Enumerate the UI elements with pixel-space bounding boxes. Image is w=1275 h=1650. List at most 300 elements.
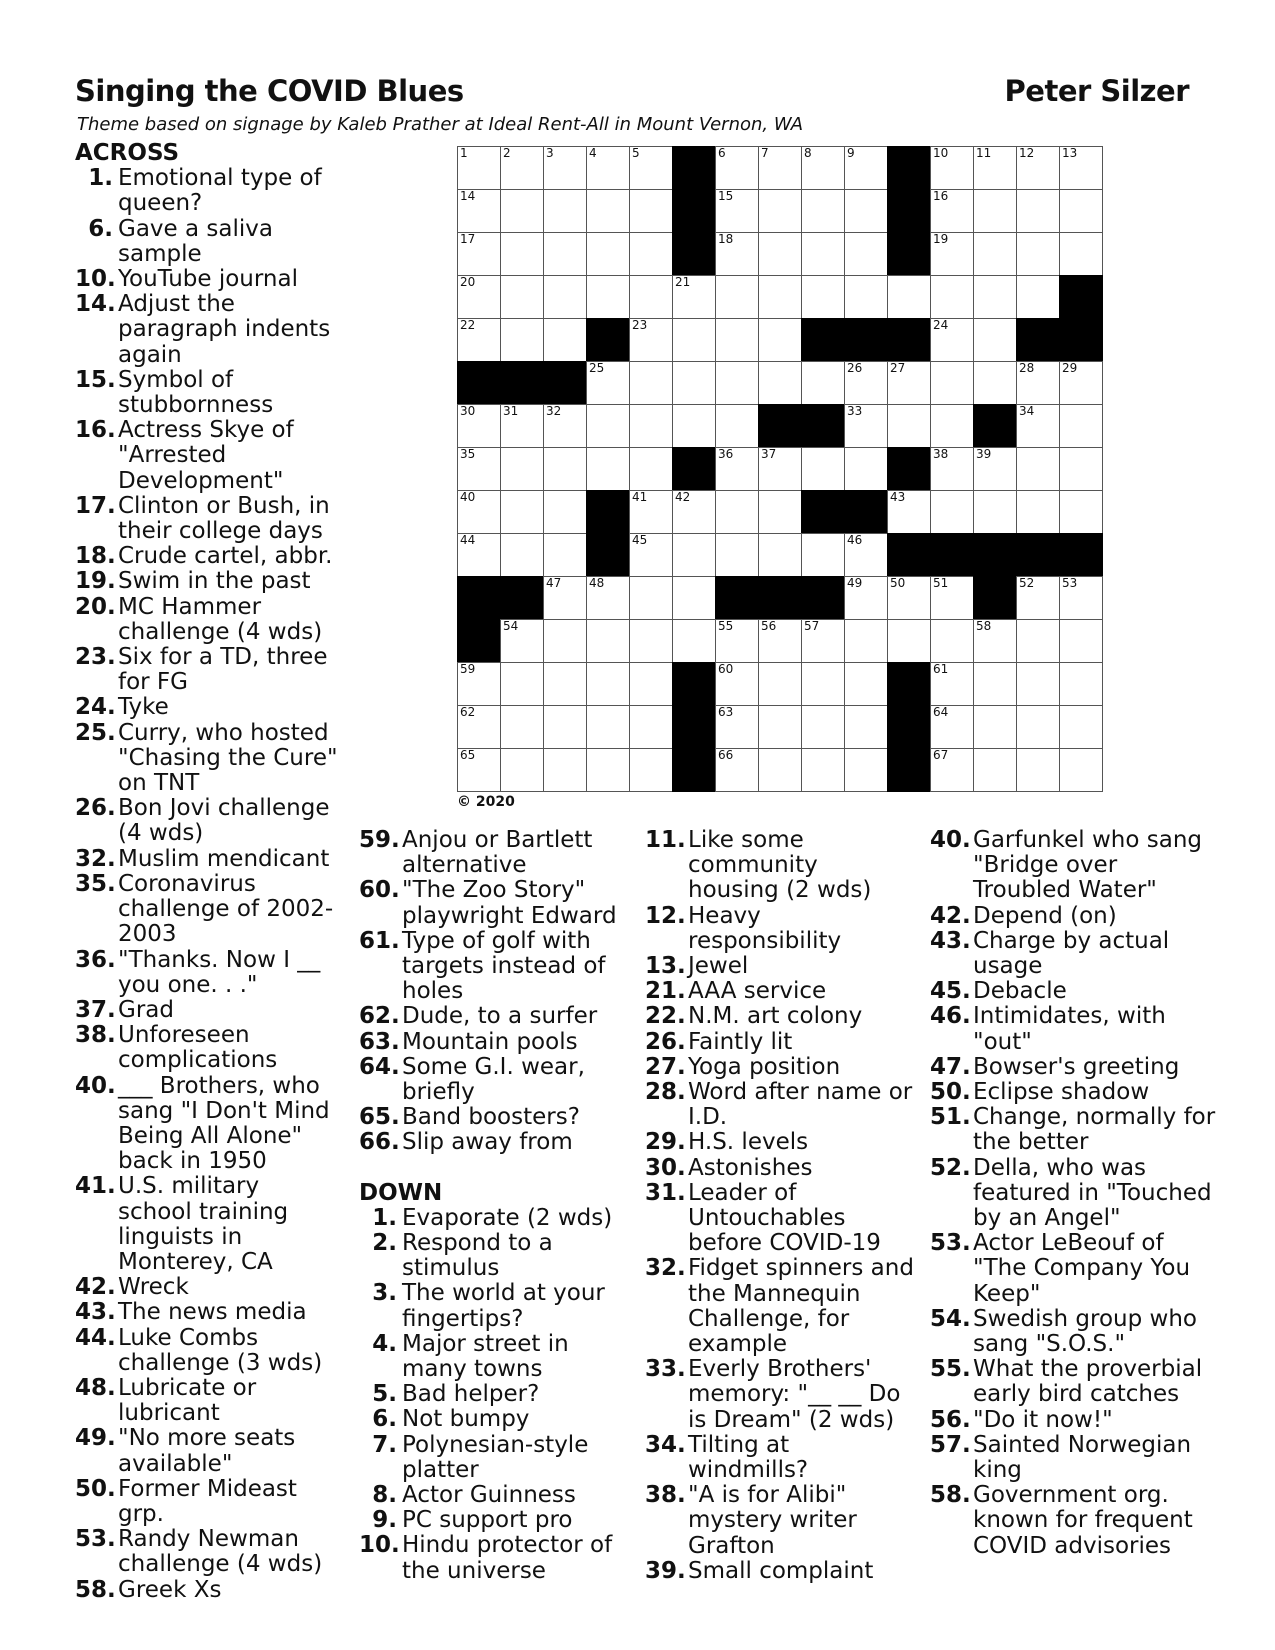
clue-column-2 xyxy=(359,828,624,1584)
across-clue xyxy=(75,948,340,998)
across-heading: ACROSS xyxy=(75,140,180,166)
grid-cell xyxy=(500,619,544,663)
black-square xyxy=(844,318,888,362)
puzzle-title: Singing the COVID Blues xyxy=(75,74,464,108)
down-clue xyxy=(645,1559,915,1584)
grid-cell xyxy=(1016,361,1060,405)
clue-number: 40. xyxy=(75,1072,116,1099)
across-clue xyxy=(75,1074,340,1175)
grid-cell xyxy=(715,146,759,190)
clue-number: 50. xyxy=(75,1475,116,1502)
grid-cell xyxy=(500,404,544,448)
grid-cell xyxy=(629,318,673,362)
down-clue xyxy=(645,1156,915,1181)
down-heading: DOWN xyxy=(359,1179,443,1206)
cell-number: 65 xyxy=(460,748,476,762)
across-clue xyxy=(75,1023,340,1073)
cell-number: 42 xyxy=(675,490,691,504)
down-clue xyxy=(359,1332,624,1382)
grid-cell xyxy=(930,619,974,663)
grid-cell xyxy=(543,232,587,276)
cell-number: 31 xyxy=(503,404,519,418)
across-clue xyxy=(359,1105,624,1130)
clue-number: 8. xyxy=(372,1482,397,1509)
grid-cell xyxy=(543,533,587,577)
black-square xyxy=(500,361,544,405)
down-clue xyxy=(645,1080,915,1130)
black-square xyxy=(930,533,974,577)
black-square xyxy=(672,146,716,190)
grid-cell xyxy=(1016,748,1060,792)
clue-number: 56. xyxy=(930,1406,971,1433)
clue-number: 3. xyxy=(372,1280,397,1307)
grid-cell xyxy=(629,404,673,448)
grid-cell xyxy=(629,533,673,577)
grid-cell xyxy=(715,447,759,491)
cell-number: 52 xyxy=(1019,576,1035,590)
grid-cell xyxy=(930,275,974,319)
grid-cell xyxy=(758,748,802,792)
clue-text: Slip away from xyxy=(402,1129,573,1156)
grid-cell xyxy=(715,662,759,706)
clue-text: Leader of Untouchables before COVID-19 xyxy=(688,1179,881,1257)
clue-number: 25. xyxy=(75,719,116,746)
cell-number: 34 xyxy=(1019,404,1035,418)
clue-number: 48. xyxy=(75,1374,116,1401)
down-clue xyxy=(930,1483,1220,1559)
clue-text: Della, who was featured in "Touched by an Angel" xyxy=(973,1154,1212,1232)
clue-text: Bad helper? xyxy=(402,1381,540,1408)
clue-number: 38. xyxy=(645,1482,686,1509)
clue-number: 42. xyxy=(930,902,971,929)
grid-cell xyxy=(930,705,974,749)
cell-number: 57 xyxy=(804,619,820,633)
clue-text: U.S. military school training linguists in Monterey, CA xyxy=(118,1173,289,1275)
black-square xyxy=(887,232,931,276)
clue-text: Tyke xyxy=(118,694,169,721)
clue-text: "Thanks. Now I __ you one. . ." xyxy=(118,946,321,998)
clue-text: Dude, to a surfer xyxy=(402,1003,598,1030)
clue-number: 22. xyxy=(645,1003,686,1030)
grid-cell xyxy=(844,748,888,792)
grid-cell xyxy=(586,361,630,405)
down-clue xyxy=(359,1533,624,1583)
clue-number: 54. xyxy=(930,1305,971,1332)
down-clue xyxy=(359,1281,624,1331)
clue-text: Evaporate (2 wds) xyxy=(402,1204,613,1231)
clue-number: 30. xyxy=(645,1154,686,1181)
clue-text: Greek Xs xyxy=(118,1576,222,1603)
grid-cell xyxy=(930,576,974,620)
clue-number: 42. xyxy=(75,1274,116,1301)
clue-number: 35. xyxy=(75,870,116,897)
clue-number: 41. xyxy=(75,1173,116,1200)
black-square xyxy=(1016,318,1060,362)
clue-number: 5. xyxy=(372,1381,397,1408)
grid-cell xyxy=(758,361,802,405)
cell-number: 51 xyxy=(933,576,949,590)
grid-cell xyxy=(801,662,845,706)
grid-cell xyxy=(973,318,1017,362)
grid-cell xyxy=(758,275,802,319)
grid-cell xyxy=(887,490,931,534)
across-clue xyxy=(359,828,624,878)
grid-cell xyxy=(500,275,544,319)
grid-cell xyxy=(543,146,587,190)
clue-text: Hindu protector of the universe xyxy=(402,1532,613,1584)
grid-cell xyxy=(672,533,716,577)
clue-text: Former Mideast grp. xyxy=(118,1475,297,1527)
grid-cell xyxy=(887,275,931,319)
grid-cell xyxy=(457,232,501,276)
black-square xyxy=(457,619,501,663)
clue-number: 4. xyxy=(372,1330,397,1357)
clue-number: 64. xyxy=(359,1053,400,1080)
across-clue xyxy=(75,695,340,720)
clue-number: 32. xyxy=(75,845,116,872)
cell-number: 25 xyxy=(589,361,605,375)
clue-text: Randy Newman challenge (4 wds) xyxy=(118,1526,323,1578)
grid-cell xyxy=(844,576,888,620)
grid-cell xyxy=(973,146,1017,190)
grid-cell xyxy=(629,361,673,405)
grid-cell xyxy=(844,232,888,276)
across-clue xyxy=(75,1477,340,1527)
black-square xyxy=(973,533,1017,577)
clue-number: 1. xyxy=(372,1204,397,1231)
cell-number: 59 xyxy=(460,662,476,676)
clue-number: 53. xyxy=(930,1230,971,1257)
grid-cell xyxy=(801,533,845,577)
clue-number: 27. xyxy=(645,1053,686,1080)
grid-cell xyxy=(543,576,587,620)
cell-number: 44 xyxy=(460,533,476,547)
grid-cell xyxy=(844,447,888,491)
grid-cell xyxy=(715,232,759,276)
grid-cell xyxy=(887,576,931,620)
grid-cell xyxy=(1059,404,1103,448)
grid-cell xyxy=(457,404,501,448)
clue-number: 43. xyxy=(930,927,971,954)
grid-cell xyxy=(586,232,630,276)
clue-text: Some G.I. wear, briefly xyxy=(402,1053,585,1106)
across-clue xyxy=(75,1275,340,1300)
grid-cell xyxy=(586,748,630,792)
grid-cell xyxy=(543,189,587,233)
grid-cell xyxy=(715,705,759,749)
cell-number: 66 xyxy=(718,748,734,762)
across-clue xyxy=(75,418,340,494)
clue-text: Lubricate or lubricant xyxy=(118,1374,257,1427)
down-clue xyxy=(645,1030,915,1055)
grid-cell xyxy=(930,447,974,491)
down-clue xyxy=(930,1080,1220,1105)
grid-cell xyxy=(543,705,587,749)
clue-text: Faintly lit xyxy=(688,1028,793,1055)
black-square xyxy=(973,404,1017,448)
grid-cell xyxy=(543,748,587,792)
across-clue xyxy=(75,1326,340,1376)
clue-number: 40. xyxy=(930,827,971,853)
cell-number: 35 xyxy=(460,447,476,461)
clue-text: Muslim mendicant xyxy=(118,845,330,872)
grid-cell xyxy=(844,275,888,319)
clue-number: 9. xyxy=(372,1507,397,1534)
black-square xyxy=(457,361,501,405)
grid-cell xyxy=(500,748,544,792)
clue-text: Actor Guinness xyxy=(402,1482,576,1509)
cell-number: 41 xyxy=(632,490,648,504)
grid-cell xyxy=(973,619,1017,663)
cell-number: 26 xyxy=(847,361,863,375)
black-square xyxy=(887,533,931,577)
clue-text: Emotional type of queen? xyxy=(118,165,322,217)
cell-number: 2 xyxy=(503,146,511,160)
grid-cell xyxy=(672,619,716,663)
black-square xyxy=(973,576,1017,620)
grid-cell xyxy=(887,619,931,663)
clue-text: Adjust the paragraph indents again xyxy=(118,291,331,368)
grid-cell xyxy=(973,232,1017,276)
down-clue xyxy=(930,1105,1220,1155)
down-clue xyxy=(645,1004,915,1029)
grid-cell xyxy=(1016,189,1060,233)
clue-text: Depend (on) xyxy=(973,902,1117,929)
grid-cell xyxy=(629,232,673,276)
grid-cell xyxy=(457,318,501,362)
clue-text: Jewel xyxy=(688,953,749,980)
cell-number: 54 xyxy=(503,619,519,633)
across-clue xyxy=(359,1055,624,1105)
grid-cell xyxy=(930,189,974,233)
across-clue xyxy=(75,595,340,645)
clue-number: 62. xyxy=(359,1003,400,1030)
clue-number: 2. xyxy=(372,1230,397,1257)
cell-number: 17 xyxy=(460,232,476,246)
grid-cell xyxy=(1016,490,1060,534)
clue-text: Anjou or Bartlett alternative xyxy=(402,827,593,879)
cell-number: 22 xyxy=(460,318,476,332)
black-square xyxy=(672,232,716,276)
grid-cell xyxy=(543,275,587,319)
grid-cell xyxy=(672,576,716,620)
grid-cell xyxy=(973,705,1017,749)
cell-number: 37 xyxy=(761,447,777,461)
clue-number: 36. xyxy=(75,946,116,973)
cell-number: 12 xyxy=(1019,146,1035,160)
down-clue xyxy=(930,1004,1220,1054)
across-clue xyxy=(359,1130,624,1155)
grid-cell xyxy=(715,189,759,233)
grid-cell xyxy=(930,318,974,362)
clue-text: Fidget spinners and the Mannequin Challenge, for example xyxy=(688,1255,914,1358)
grid-cell xyxy=(586,576,630,620)
clue-text: YouTube journal xyxy=(118,266,298,293)
clue-number: 45. xyxy=(930,978,971,1005)
clue-text: Type of golf with targets instead of holes xyxy=(402,927,606,1005)
clue-number: 46. xyxy=(930,1003,971,1030)
cell-number: 60 xyxy=(718,662,734,676)
grid-cell xyxy=(973,189,1017,233)
grid-cell xyxy=(457,705,501,749)
grid-cell xyxy=(500,490,544,534)
grid-cell xyxy=(629,189,673,233)
clue-text: Respond to a stimulus xyxy=(402,1230,553,1282)
grid-cell xyxy=(672,275,716,319)
puzzle-author: Peter Silzer xyxy=(1004,74,1189,108)
down-clue xyxy=(645,1055,915,1080)
clue-text: Charge by actual usage xyxy=(973,927,1170,980)
grid-cell xyxy=(758,705,802,749)
grid-cell xyxy=(715,361,759,405)
grid-cell xyxy=(457,189,501,233)
across-clue xyxy=(75,267,340,292)
clue-text: Symbol of stubbornness xyxy=(118,366,274,419)
down-clue xyxy=(930,1156,1220,1232)
grid-cell xyxy=(586,404,630,448)
cell-number: 11 xyxy=(976,146,992,160)
clue-text: Unforeseen complications xyxy=(118,1022,278,1074)
black-square xyxy=(887,748,931,792)
clue-text: Curry, who hosted "Chasing the Cure" on TNT xyxy=(118,719,338,797)
cell-number: 67 xyxy=(933,748,949,762)
cell-number: 8 xyxy=(804,146,812,160)
grid-cell xyxy=(844,146,888,190)
grid-cell xyxy=(801,705,845,749)
down-clue xyxy=(930,1357,1220,1407)
grid-cell xyxy=(500,146,544,190)
clue-number: 1. xyxy=(88,165,113,192)
clue-text: Mountain pools xyxy=(402,1028,578,1055)
black-square xyxy=(1059,533,1103,577)
grid-cell xyxy=(930,748,974,792)
clue-text: Coronavirus challenge of 2002-2003 xyxy=(118,870,334,948)
grid-cell xyxy=(973,275,1017,319)
cell-number: 61 xyxy=(933,662,949,676)
black-square xyxy=(715,576,759,620)
clue-text: Gave a saliva sample xyxy=(118,215,273,267)
clue-number: 10. xyxy=(75,266,116,293)
grid-cell xyxy=(586,146,630,190)
clue-text: Not bumpy xyxy=(402,1406,530,1433)
across-clue xyxy=(75,645,340,695)
cell-number: 43 xyxy=(890,490,906,504)
grid-cell xyxy=(930,361,974,405)
black-square xyxy=(758,404,802,448)
clue-text: Yoga position xyxy=(688,1053,841,1080)
across-clue xyxy=(75,872,340,948)
grid-cell xyxy=(586,447,630,491)
grid-cell xyxy=(1016,619,1060,663)
grid-cell xyxy=(758,533,802,577)
clue-text: H.S. levels xyxy=(688,1129,809,1156)
grid-cell xyxy=(1059,232,1103,276)
clue-number: 21. xyxy=(645,978,686,1005)
grid-cell xyxy=(801,146,845,190)
clue-number: 13. xyxy=(645,953,686,980)
across-clue xyxy=(75,292,340,368)
grid-cell xyxy=(1059,361,1103,405)
black-square xyxy=(887,662,931,706)
grid-cell xyxy=(758,146,802,190)
grid-cell xyxy=(500,662,544,706)
black-square xyxy=(844,490,888,534)
clue-number: 61. xyxy=(359,927,400,954)
clue-text: Swedish group who sang "S.O.S." xyxy=(973,1305,1197,1358)
black-square xyxy=(672,189,716,233)
grid-cell xyxy=(1059,705,1103,749)
black-square xyxy=(801,576,845,620)
grid-cell xyxy=(1059,189,1103,233)
grid-cell xyxy=(930,404,974,448)
across-clue xyxy=(75,569,340,594)
clue-column-1 xyxy=(75,141,340,1603)
cell-number: 28 xyxy=(1019,361,1035,375)
clue-text: Everly Brothers' memory: "__ __ Do is Dream" (2 wds) xyxy=(688,1356,901,1433)
puzzle-subtitle: Theme based on signage by Kaleb Prather at Ideal Rent-All in Mount Vernon, WA xyxy=(77,114,804,135)
grid-cell xyxy=(715,318,759,362)
down-clue xyxy=(645,1357,915,1433)
clue-text: Government org. known for frequent COVID advisories xyxy=(973,1482,1193,1559)
clue-number: 34. xyxy=(645,1431,686,1458)
clue-text: "The Zoo Story" playwright Edward xyxy=(402,877,617,929)
clue-text: What the proverbial early bird catches xyxy=(973,1356,1203,1408)
down-clue xyxy=(930,828,1220,904)
grid-cell xyxy=(973,447,1017,491)
grid-cell xyxy=(500,232,544,276)
grid-cell xyxy=(930,146,974,190)
grid-cell xyxy=(500,447,544,491)
grid-cell xyxy=(844,404,888,448)
clue-text: "No more seats available" xyxy=(118,1425,296,1477)
cell-number: 9 xyxy=(847,146,855,160)
clue-text: Heavy responsibility xyxy=(688,902,842,954)
grid-cell xyxy=(500,318,544,362)
clue-text: N.M. art colony xyxy=(688,1003,863,1030)
grid-cell xyxy=(586,189,630,233)
grid-cell xyxy=(930,662,974,706)
cell-number: 15 xyxy=(718,189,734,203)
cell-number: 39 xyxy=(976,447,992,461)
clue-text: Grad xyxy=(118,996,174,1023)
clue-text: Garfunkel who sang "Bridge over Troubled Water" xyxy=(973,827,1203,904)
down-clue xyxy=(930,979,1220,1004)
grid-cell xyxy=(543,318,587,362)
cell-number: 23 xyxy=(632,318,648,332)
grid-cell xyxy=(500,189,544,233)
down-clue xyxy=(359,1433,624,1483)
across-clue xyxy=(75,1300,340,1325)
black-square xyxy=(500,576,544,620)
cell-number: 53 xyxy=(1062,576,1078,590)
grid-cell xyxy=(629,748,673,792)
clue-number: 7. xyxy=(372,1431,397,1458)
black-square xyxy=(543,361,587,405)
black-square xyxy=(586,533,630,577)
grid-cell xyxy=(586,662,630,706)
clue-number: 6. xyxy=(88,215,113,242)
crossword-grid xyxy=(457,146,1102,791)
grid-cell xyxy=(844,533,888,577)
grid-cell xyxy=(758,447,802,491)
grid-cell xyxy=(1016,404,1060,448)
grid-cell xyxy=(457,275,501,319)
grid-cell xyxy=(1059,576,1103,620)
cell-number: 4 xyxy=(589,146,597,160)
clue-number: 49. xyxy=(75,1425,116,1452)
clue-number: 37. xyxy=(75,996,116,1023)
grid-cell xyxy=(758,189,802,233)
